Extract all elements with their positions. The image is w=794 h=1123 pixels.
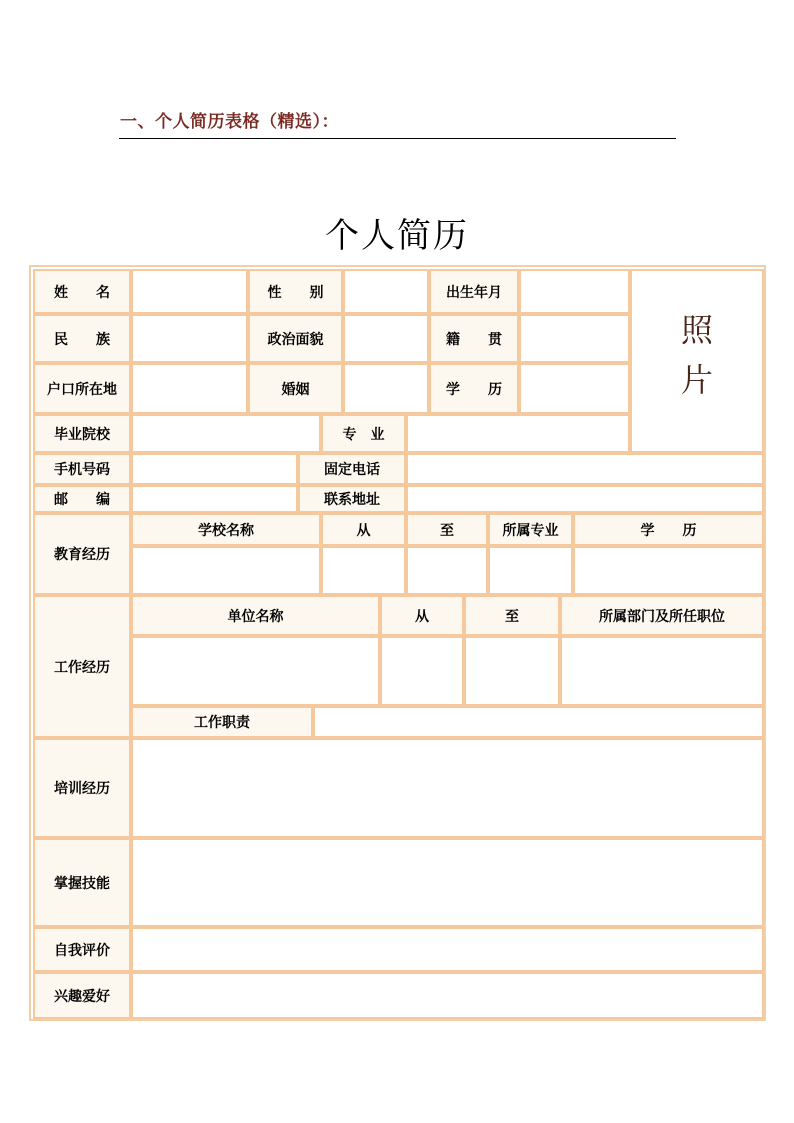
address-field[interactable] (406, 485, 764, 513)
label-name: 姓 名 (33, 269, 131, 314)
major-field[interactable] (406, 414, 630, 453)
edu-school-name-field[interactable] (131, 546, 321, 595)
label-political: 政治面貌 (248, 314, 343, 363)
edu-header-major: 所属专业 (488, 513, 573, 546)
photo-label-line2: 片 (680, 361, 713, 399)
label-household: 户口所在地 (33, 363, 131, 414)
label-work-duties: 工作职责 (131, 706, 313, 738)
label-marriage: 婚姻 (248, 363, 343, 414)
document-title: 个人简历 (325, 216, 469, 256)
edu-major-field[interactable] (488, 546, 573, 595)
native-place-field[interactable] (519, 314, 630, 363)
edu-header-to: 至 (406, 513, 488, 546)
label-training: 培训经历 (33, 738, 131, 838)
label-self-evaluation: 自我评价 (33, 927, 131, 972)
label-gender: 性 别 (248, 269, 343, 314)
self-evaluation-field[interactable] (131, 927, 764, 972)
work-employer-field[interactable] (131, 636, 380, 706)
label-skills: 掌握技能 (33, 838, 131, 927)
mobile-field[interactable] (131, 453, 298, 485)
skills-field[interactable] (131, 838, 764, 927)
marriage-field[interactable] (343, 363, 429, 414)
work-dept-position-field[interactable] (560, 636, 764, 706)
label-birth: 出生年月 (429, 269, 519, 314)
work-header-dept-position: 所属部门及所任职位 (560, 595, 764, 636)
edu-degree-field[interactable] (573, 546, 764, 595)
section-heading: 一、个人简历表格（精选）： (120, 112, 339, 132)
gender-field[interactable] (343, 269, 429, 314)
name-field[interactable] (131, 269, 248, 314)
heading-divider (119, 138, 676, 139)
work-duties-field[interactable] (313, 706, 764, 738)
label-major: 专 业 (321, 414, 406, 453)
label-mobile: 手机号码 (33, 453, 131, 485)
label-native-place: 籍 贯 (429, 314, 519, 363)
work-header-from: 从 (380, 595, 464, 636)
work-from-field[interactable] (380, 636, 464, 706)
photo-label-line1: 照 (680, 311, 713, 349)
hobbies-field[interactable] (131, 972, 764, 1019)
work-to-field[interactable] (464, 636, 560, 706)
label-education-history: 教育经历 (33, 513, 131, 595)
edu-header-degree: 学 历 (573, 513, 764, 546)
edu-header-school-name: 学校名称 (131, 513, 321, 546)
label-school: 毕业院校 (33, 414, 131, 453)
landline-field[interactable] (406, 453, 764, 485)
ethnicity-field[interactable] (131, 314, 248, 363)
label-postcode: 邮 编 (33, 485, 131, 513)
photo-box[interactable] (630, 269, 764, 453)
label-education-level: 学 历 (429, 363, 519, 414)
label-landline: 固定电话 (298, 453, 406, 485)
political-field[interactable] (343, 314, 429, 363)
edu-from-field[interactable] (321, 546, 406, 595)
work-header-to: 至 (464, 595, 560, 636)
label-work-history: 工作经历 (33, 595, 131, 738)
household-field[interactable] (131, 363, 248, 414)
birth-field[interactable] (519, 269, 630, 314)
label-hobbies: 兴趣爱好 (33, 972, 131, 1019)
label-address: 联系地址 (298, 485, 406, 513)
work-header-employer: 单位名称 (131, 595, 380, 636)
resume-form (29, 265, 766, 1021)
postcode-field[interactable] (131, 485, 298, 513)
training-field[interactable] (131, 738, 764, 838)
edu-to-field[interactable] (406, 546, 488, 595)
label-ethnicity: 民 族 (33, 314, 131, 363)
education-level-field[interactable] (519, 363, 630, 414)
edu-header-from: 从 (321, 513, 406, 546)
school-field[interactable] (131, 414, 321, 453)
